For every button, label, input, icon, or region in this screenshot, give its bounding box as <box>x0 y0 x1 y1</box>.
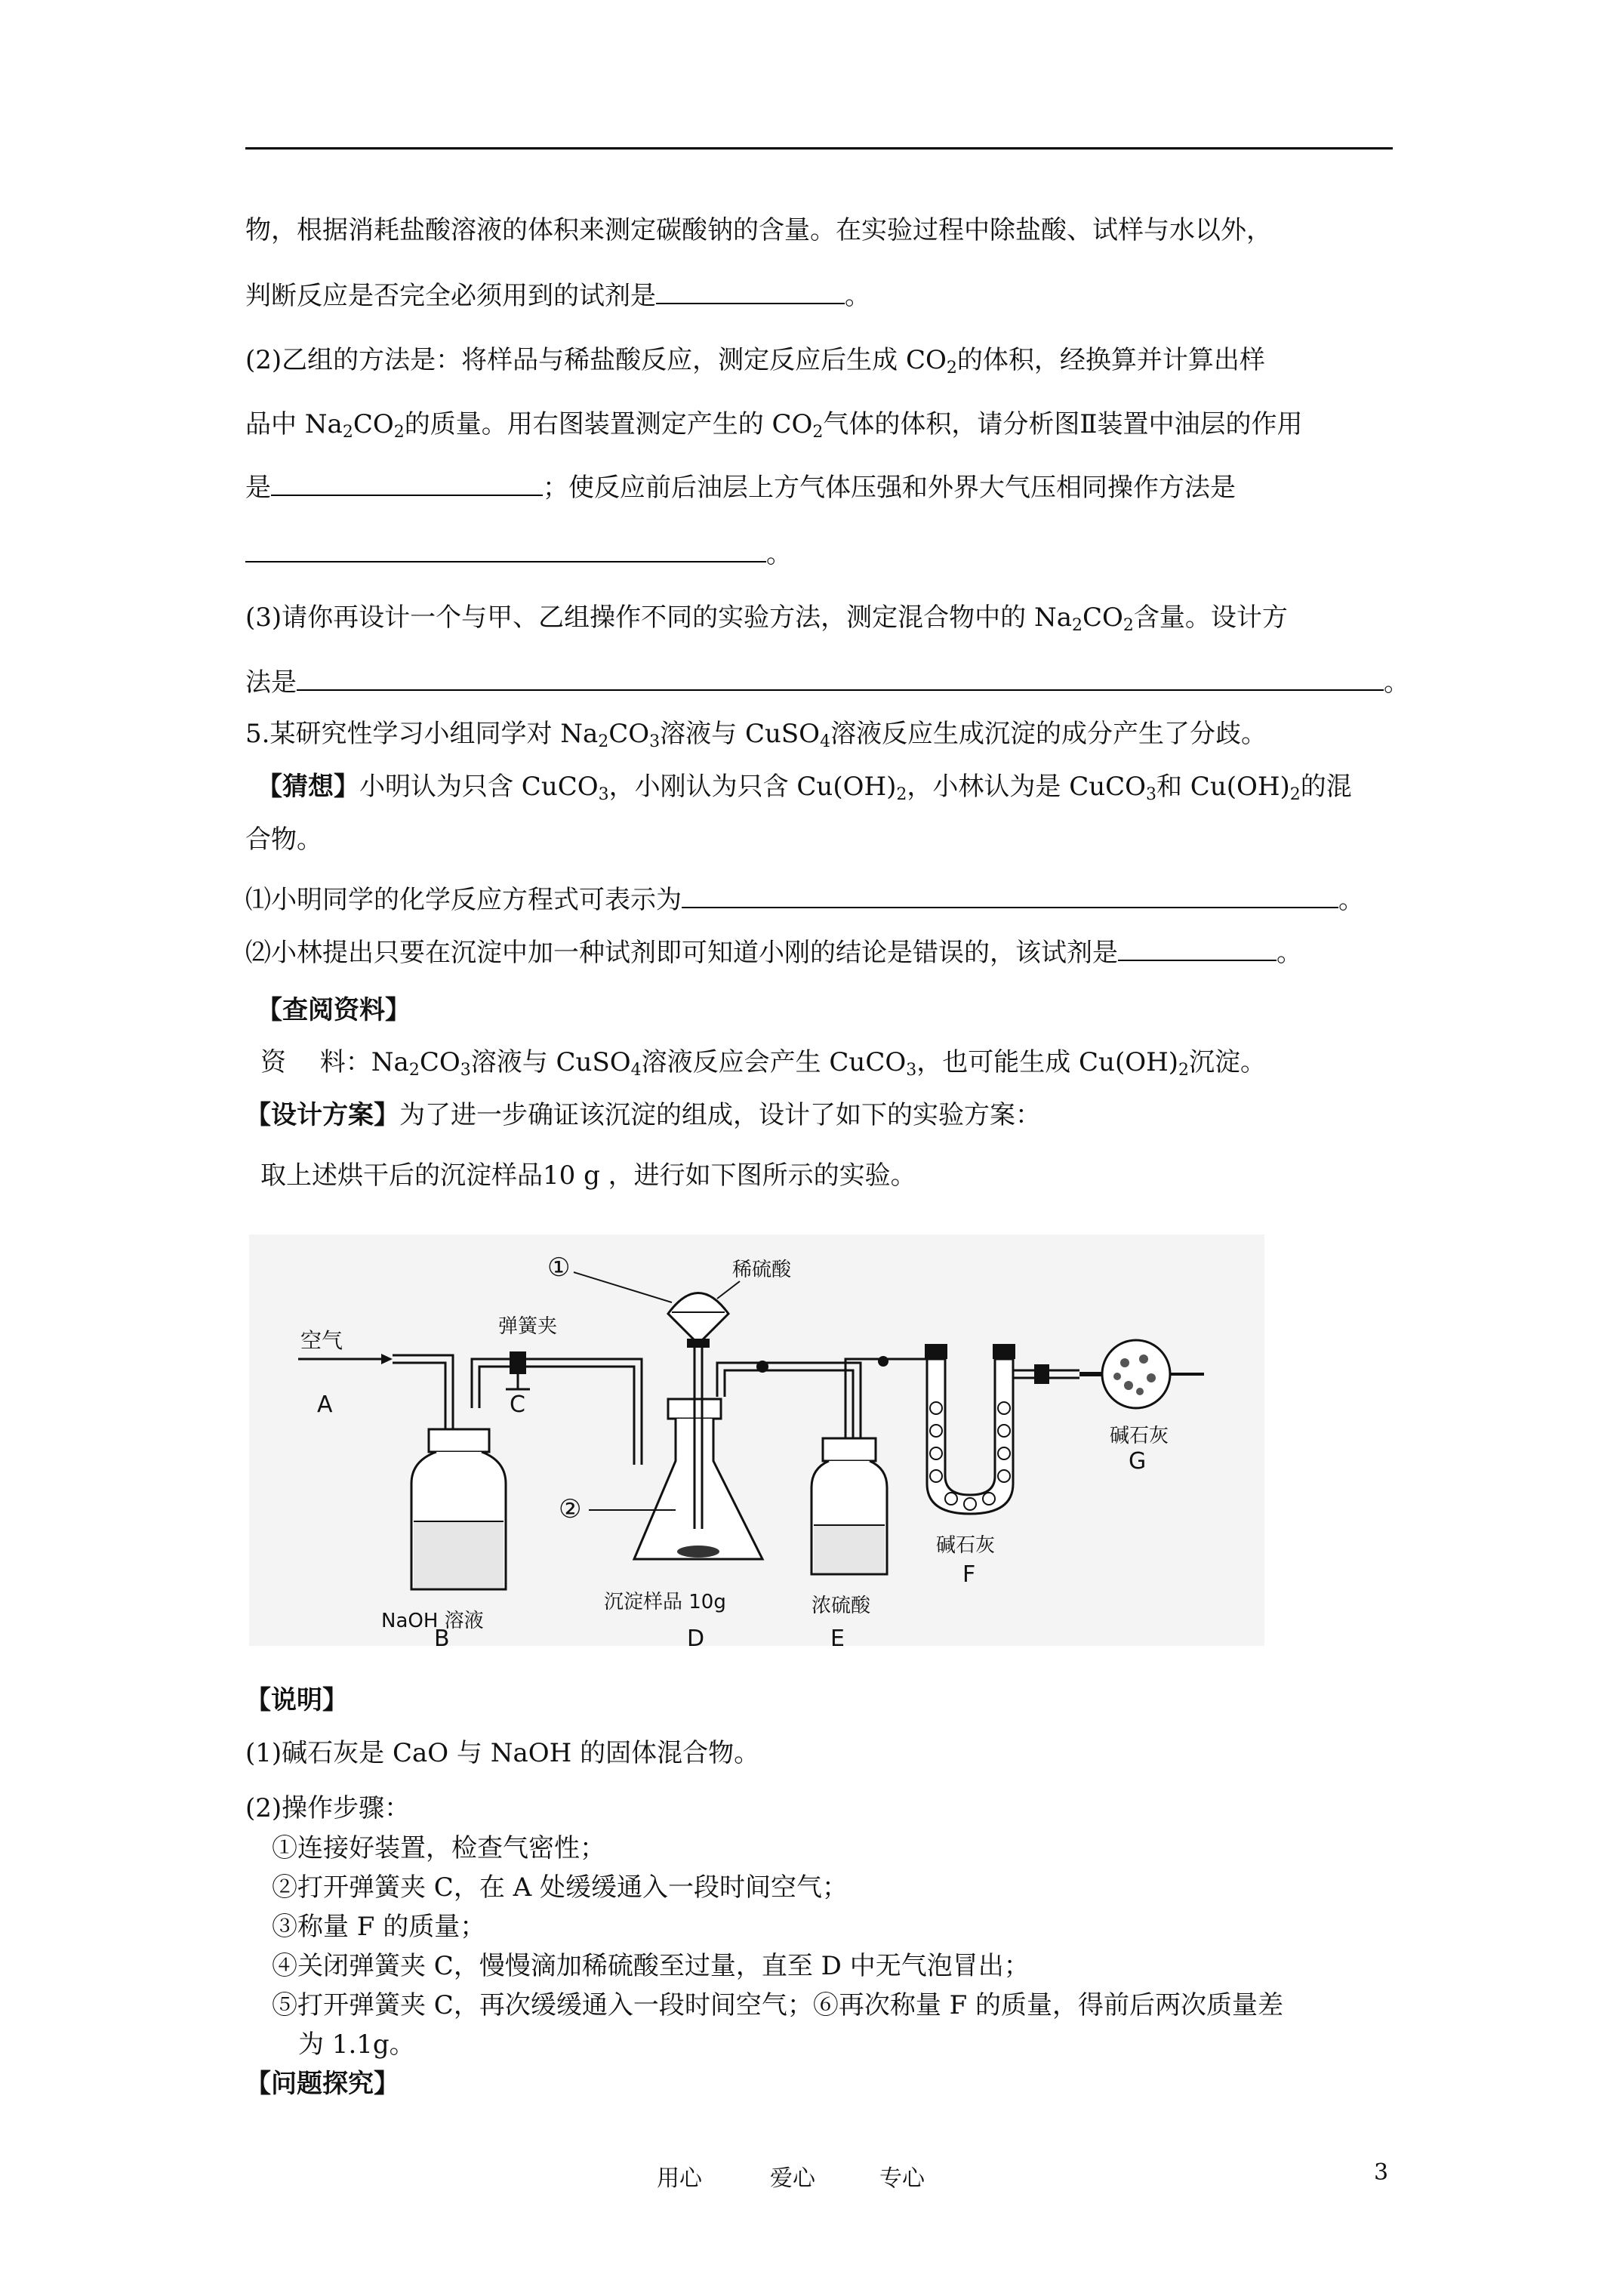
text-line: 法是 。 <box>245 667 1409 698</box>
page-number: 3 <box>1374 2159 1389 2186</box>
dilute-acid-label: 稀硫酸 <box>732 1259 792 1281</box>
step-line: ①连接好装置，检查气密性； <box>272 1833 605 1863</box>
step-line: 为 1.1g。 <box>298 2029 415 2060</box>
text-line: 资 料：$Na_2CO_3$溶液与 CuSO$_4$溶液反应会产生 CuCO$_3$，也可能生成 $Cu(OH)_2$沉淀。 <box>260 1047 1266 1080</box>
text-line: ⑴小明同学的化学反应方程式可表示为 。 <box>245 885 1364 915</box>
text-line: (1)碱石灰是 CaO 与 NaOH 的固体混合物。 <box>245 1738 760 1768</box>
text-line: 取上述烘干后的沉淀样品10 g ，进行如下图所示的实验。 <box>260 1160 916 1191</box>
answer-blank[interactable] <box>1118 937 1277 961</box>
label-F: F <box>962 1561 976 1588</box>
apparatus-diagram <box>249 1234 1264 1646</box>
step-line: ②打开弹簧夹 C，在 A 处缓缓通入一段时间空气； <box>272 1872 848 1903</box>
soda-lime-G-label: 碱石灰 <box>1110 1425 1169 1447</box>
footer-text: 爱心 <box>770 2165 815 2192</box>
conc-acid-label: 浓硫酸 <box>812 1595 871 1617</box>
text-line: 【猜想】小明认为只含 CuCO$_3$，小刚认为只含 $Cu(OH)_2$，小林认为是 CuCO$_3$和 $Cu(OH)_2$的混 <box>257 772 1352 804</box>
drying-tube-G <box>1079 1340 1204 1408</box>
answer-blank[interactable] <box>297 667 1384 691</box>
step-line: ④关闭弹簧夹 C，慢慢滴加稀硫酸至过量，直至 D 中无气泡冒出； <box>272 1951 1030 1981</box>
naoh-label: NaOH 溶液 <box>381 1610 484 1632</box>
text-line: 【设计方案】为了进一步确证该沉淀的组成，设计了如下的实验方案： <box>245 1100 1041 1130</box>
apparatus-figure <box>249 1234 1264 1646</box>
text-line: 判断反应是否完全必须用到的试剂是 。 <box>245 281 870 311</box>
text-line: 合物。 <box>245 824 322 855</box>
label-C: C <box>510 1391 525 1418</box>
text-line: 品中 $Na_2CO_2$的质量。用右图装置测定产生的 $CO_2$气体的体积，请分析图Ⅱ装置中油层的作用 <box>245 409 1303 442</box>
answer-blank[interactable] <box>245 538 766 562</box>
footer-text: 用心 <box>657 2165 702 2192</box>
text-line: (2)乙组的方法是：将样品与稀盐酸反应，测定反应后生成 $CO_2$的体积，经换算并计算出样 <box>245 345 1265 378</box>
label-E: E <box>830 1626 845 1646</box>
spring-clip <box>506 1351 530 1389</box>
text-line: 5.某研究性学习小组同学对 $Na_2CO_3$溶液与 CuSO$_4$溶液反应生成沉淀的成分产生了分歧。 <box>245 719 1267 751</box>
section-heading: 【查阅资料】 <box>257 995 411 1025</box>
text-line: 是 ；使反应前后油层上方气体压强和外界大气压相同操作方法是 <box>245 473 1236 503</box>
label-G: G <box>1129 1448 1147 1475</box>
text-line: (2)操作步骤： <box>245 1793 411 1823</box>
dropping-funnel <box>668 1293 728 1348</box>
marker-2: ② <box>559 1494 582 1524</box>
section-heading: 【问题探究】 <box>245 2069 399 2099</box>
soda-lime-F-label: 碱石灰 <box>936 1534 996 1557</box>
bottle-E <box>812 1438 887 1574</box>
air-label: 空气 <box>300 1328 343 1353</box>
section-heading: 【说明】 <box>245 1685 348 1715</box>
answer-blank[interactable] <box>271 472 543 496</box>
label-B: B <box>434 1626 450 1646</box>
label-A: A <box>317 1391 333 1418</box>
footer-text: 专心 <box>879 2165 925 2192</box>
u-tube-F <box>925 1344 1015 1514</box>
marker-1: ① <box>547 1253 571 1283</box>
answer-blank[interactable] <box>656 280 845 304</box>
step-line: ⑤打开弹簧夹 C，再次缓缓通入一段时间空气；⑥再次称量 F 的质量，得前后两次质量差 <box>272 1990 1284 2020</box>
precipitate-label: 沉淀样品 10g <box>604 1591 726 1613</box>
text-line: ⑵小林提出只要在沉淀中加一种试剂即可知道小刚的结论是错误的，该试剂是 。 <box>245 938 1302 968</box>
bottle-B <box>411 1429 506 1589</box>
text-line: 物，根据消耗盐酸溶液的体积来测定碳酸钠的含量。在实验过程中除盐酸、试样与水以外， <box>245 215 1272 245</box>
flask-D <box>634 1348 762 1559</box>
answer-blank[interactable] <box>682 884 1338 908</box>
label-D: D <box>687 1626 705 1646</box>
spring-clip-label: 弹簧夹 <box>498 1315 558 1338</box>
text-line: 。 <box>245 538 792 571</box>
text-line: (3)请你再设计一个与甲、乙组操作不同的实验方法，测定混合物中的 $Na_2CO_2$含量。设计方 <box>245 603 1288 635</box>
step-line: ③称量 F 的质量； <box>272 1912 486 1942</box>
header-rule <box>245 147 1393 149</box>
